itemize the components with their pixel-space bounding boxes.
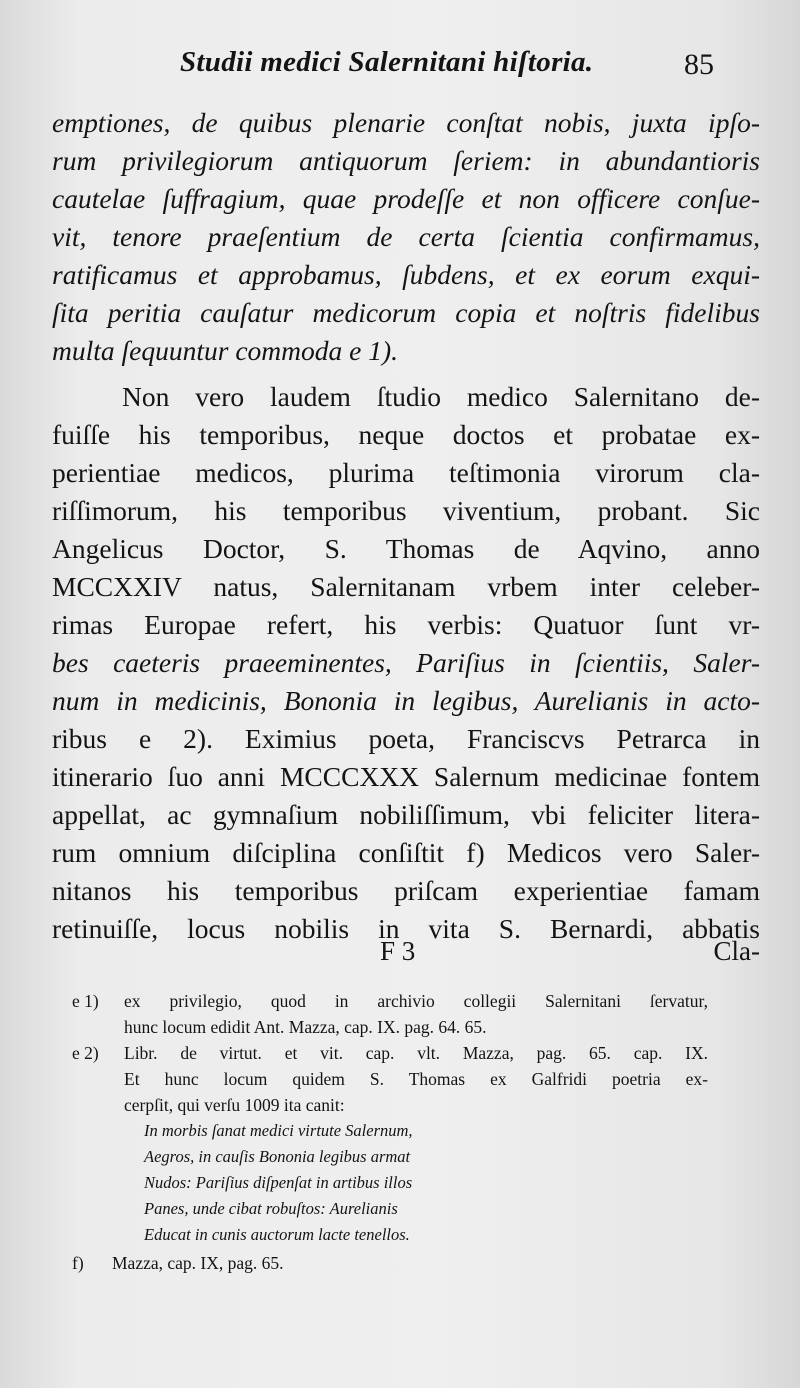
verse-line: Panes, unde cibat robuſtos: Aurelianis	[144, 1199, 398, 1218]
text-line: ſita peritia cauſatur medicorum copia et noſtris fidelibus	[52, 297, 760, 328]
signature-line	[380, 936, 760, 974]
text-line: MCCXXIV natus, Salernitanam vrbem inter celeber-	[52, 571, 760, 602]
footnote-e2	[72, 1040, 708, 1248]
text-line: rimas Europae refert, his verbis: Quatuor ſunt vr-	[52, 609, 760, 640]
footnote-line: Et hunc locum quidem S. Thomas ex Galfridi poetria ex-	[124, 1069, 708, 1089]
verse-line: Educat in cunis auctorum lacte tenellos.	[144, 1225, 410, 1244]
footnote-e1	[72, 988, 708, 1040]
verse-quotation	[144, 1118, 708, 1248]
footnote-line: Mazza, cap. IX, pag. 65.	[112, 1253, 284, 1273]
text-line: vit, tenore praeſentium de certa ſcientia confirmamus,	[52, 221, 760, 252]
paragraph-quotation	[52, 104, 760, 370]
text-line: bes caeteris praeeminentes, Pariſius in ſcientiis, Saler-	[52, 647, 760, 678]
paragraph-main	[52, 378, 760, 948]
verse-line: In morbis ſanat medici virtute Salernum,	[144, 1121, 413, 1140]
text-line: Non vero laudem ſtudio medico Salernitano de-	[122, 381, 760, 412]
text-line: perientiae medicos, plurima teſtimonia virorum cla-	[52, 457, 760, 488]
footnote-line: ex privilegio, quod in archivio collegii Salernitani ſervatur,	[124, 991, 708, 1011]
page-number: 85	[684, 48, 714, 81]
text-line: nitanos his temporibus priſcam experientiae famam	[52, 875, 760, 906]
footnote-ref: e 2)	[72, 1043, 99, 1063]
text-line: ratificamus et approbamus, ſubdens, et ex eorum exqui-	[52, 259, 760, 290]
text-line: riſſimorum, his temporibus viventium, probant. Sic	[52, 495, 760, 526]
text-line: itinerario ſuo anni MCCCXXX Salernum medicinae fontem	[52, 761, 760, 792]
text-line: emptiones, de quibus plenarie conſtat nobis, juxta ipſo-	[52, 107, 760, 138]
text-line: Angelicus Doctor, S. Thomas de Aqvino, anno	[52, 533, 760, 564]
text-line: appellat, ac gymnaſium nobiliſſimum, vbi feliciter litera-	[52, 799, 760, 830]
text-line: retinuiſſe, locus nobilis in vita S. Bernardi, abbatis	[52, 913, 760, 944]
footnote-line: cerpſit, qui verſu 1009 ita canit:	[124, 1095, 345, 1115]
text-line: multa ſequuntur commoda e 1).	[52, 335, 398, 366]
text-line: rum omnium diſciplina conſiſtit f) Medicos vero Saler-	[52, 837, 760, 868]
signature-mark: F 3	[380, 936, 416, 966]
text-line: num in medicinis, Bononia in legibus, Aurelianis in acto-	[52, 685, 760, 716]
footnote-line: hunc locum edidit Ant. Mazza, cap. IX. pag. 64. 65.	[124, 1017, 487, 1037]
text-line: rum privilegiorum antiquorum ſeriem: in abundantioris	[52, 145, 760, 176]
verse-line: Nudos: Pariſius diſpenſat in artibus illos	[144, 1173, 413, 1192]
catchword: Cla-	[713, 936, 760, 966]
verse-line: Aegros, in cauſis Bononia legibus armat	[144, 1147, 411, 1166]
footnote-ref: e 1)	[72, 991, 99, 1011]
footnotes	[72, 988, 708, 1276]
footnote-f	[72, 1250, 708, 1276]
footnote-ref: f)	[72, 1253, 84, 1273]
text-line: ribus e 2). Eximius poeta, Franciscvs Petrarca in	[52, 723, 760, 754]
page-header	[180, 46, 720, 86]
footnote-line: Libr. de virtut. et vit. cap. vlt. Mazza, pag. 65. cap. IX.	[124, 1043, 708, 1063]
text-line: cautelae ſuffragium, quae prodeſſe et non officere conſue-	[52, 183, 760, 214]
text-line: fuiſſe his temporibus, neque doctos et probatae ex-	[52, 419, 760, 450]
running-title: Studii medici Salernitani hiſtoria.	[180, 46, 594, 78]
